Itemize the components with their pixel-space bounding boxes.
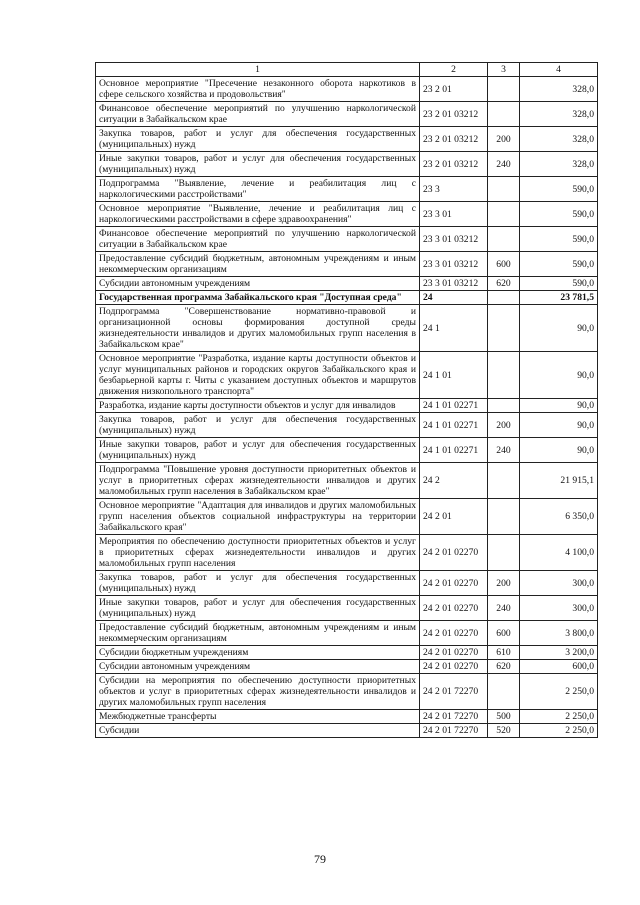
row-amount: 300,0: [520, 596, 598, 621]
row-type: [488, 102, 520, 127]
table-row: [96, 646, 598, 660]
row-code: 23 2 01: [420, 77, 488, 102]
row-type: 600: [488, 252, 520, 277]
row-type: 620: [488, 277, 520, 291]
row-amount: 23 781,5: [520, 291, 598, 305]
row-code: 24 2 01 02270: [420, 646, 488, 660]
row-code: 23 3 01 03212: [420, 252, 488, 277]
row-type: 240: [488, 596, 520, 621]
row-amount: 90,0: [520, 352, 598, 399]
row-code: 23 3 01 03212: [420, 227, 488, 252]
row-name: Разработка, издание карты доступности объектов и услуг для инвалидов: [96, 399, 420, 413]
row-amount: 328,0: [520, 127, 598, 152]
row-amount: 90,0: [520, 399, 598, 413]
row-code: 24 2 01 02270: [420, 596, 488, 621]
row-type: [488, 535, 520, 571]
table-row: [96, 305, 598, 352]
row-name: Иные закупки товаров, работ и услуг для обеспечения государственных (муниципальных) нужд: [96, 438, 420, 463]
row-name: Основное мероприятие "Разработка, издание карты доступности объектов и услуг муниципальных районов и городских округов Забайкальского края и безбарьерной карты г. Читы с указанием доступных объектов и маршрутов движения низкопольного транспорта": [96, 352, 420, 399]
table-row: [96, 596, 598, 621]
table-row: [96, 621, 598, 646]
row-name: Основное мероприятие "Пресечение незаконного оборота наркотиков в сфере сельского хозяйства и продовольствия": [96, 77, 420, 102]
row-type: [488, 77, 520, 102]
row-amount: 21 915,1: [520, 463, 598, 499]
table-row: [96, 177, 598, 202]
row-amount: 3 200,0: [520, 646, 598, 660]
row-name: Иные закупки товаров, работ и услуг для обеспечения государственных (муниципальных) нужд: [96, 152, 420, 177]
table-row: [96, 724, 598, 738]
row-amount: 328,0: [520, 102, 598, 127]
row-code: 24 2 01 72270: [420, 674, 488, 710]
row-code: 23 3 01 03212: [420, 277, 488, 291]
row-code: 24 2 01 02270: [420, 660, 488, 674]
row-code: 24 2 01 02270: [420, 535, 488, 571]
row-type: 240: [488, 152, 520, 177]
row-type: [488, 499, 520, 535]
row-type: [488, 202, 520, 227]
row-code: 24 1 01 02271: [420, 399, 488, 413]
table-row: [96, 710, 598, 724]
row-code: 24 2 01 02270: [420, 571, 488, 596]
table-row: [96, 127, 598, 152]
row-name: Основное мероприятие "Адаптация для инвалидов и других маломобильных групп населения объектов социальной инфраструктуры на территории Забайкальского края": [96, 499, 420, 535]
header-col-2: 2: [420, 63, 488, 77]
row-name: Закупка товаров, работ и услуг для обеспечения государственных (муниципальных) нужд: [96, 571, 420, 596]
row-code: 23 2 01 03212: [420, 152, 488, 177]
header-col-4: 4: [520, 63, 598, 77]
table-row: [96, 674, 598, 710]
row-name: Субсидии автономным учреждениям: [96, 660, 420, 674]
table-row: [96, 660, 598, 674]
header-col-3: 3: [488, 63, 520, 77]
row-type: 200: [488, 127, 520, 152]
row-type: [488, 674, 520, 710]
budget-table-body: [96, 63, 598, 738]
row-code: 24 2 01 02270: [420, 621, 488, 646]
header-col-1: 1: [96, 63, 420, 77]
table-row: [96, 152, 598, 177]
table-row: [96, 499, 598, 535]
table-row: [96, 535, 598, 571]
row-amount: 328,0: [520, 77, 598, 102]
row-name: Иные закупки товаров, работ и услуг для обеспечения государственных (муниципальных) нужд: [96, 596, 420, 621]
row-name: Финансовое обеспечение мероприятий по улучшению наркологической ситуации в Забайкальском крае: [96, 102, 420, 127]
table-row: [96, 291, 598, 305]
row-amount: 590,0: [520, 177, 598, 202]
table-row: [96, 227, 598, 252]
table-row: [96, 399, 598, 413]
table-row: [96, 352, 598, 399]
row-name: Субсидии: [96, 724, 420, 738]
row-code: 24 1 01 02271: [420, 438, 488, 463]
row-amount: 2 250,0: [520, 710, 598, 724]
row-amount: 2 250,0: [520, 724, 598, 738]
row-type: [488, 291, 520, 305]
table-row: [96, 102, 598, 127]
table-row: [96, 202, 598, 227]
row-amount: 90,0: [520, 413, 598, 438]
row-code: 23 2 01 03212: [420, 102, 488, 127]
row-name: Подпрограмма "Выявление, лечение и реабилитация лиц с наркологическими расстройствами": [96, 177, 420, 202]
table-row: [96, 438, 598, 463]
row-type: 520: [488, 724, 520, 738]
table-row: [96, 571, 598, 596]
row-amount: 590,0: [520, 252, 598, 277]
row-type: [488, 463, 520, 499]
row-type: [488, 305, 520, 352]
row-type: [488, 177, 520, 202]
page-number: 79: [314, 852, 326, 866]
row-amount: 2 250,0: [520, 674, 598, 710]
row-code: 23 2 01 03212: [420, 127, 488, 152]
row-type: 500: [488, 710, 520, 724]
table-row: [96, 277, 598, 291]
row-amount: 328,0: [520, 152, 598, 177]
row-amount: 590,0: [520, 227, 598, 252]
row-amount: 590,0: [520, 202, 598, 227]
table-row: [96, 252, 598, 277]
budget-table: [95, 62, 598, 738]
row-name: Предоставление субсидий бюджетным, автономным учреждениям и иным некоммерческим организациям: [96, 252, 420, 277]
row-type: 620: [488, 660, 520, 674]
row-code: 24 2 01 72270: [420, 710, 488, 724]
row-amount: 90,0: [520, 438, 598, 463]
row-name: Субсидии автономным учреждениям: [96, 277, 420, 291]
table-row: [96, 413, 598, 438]
row-code: 24 2 01: [420, 499, 488, 535]
row-type: 200: [488, 571, 520, 596]
row-name: Подпрограмма "Совершенствование нормативно-правовой и организационной основы формирования доступной среды жизнедеятельности инвалидов и других маломобильных групп населения в Забайкальском крае": [96, 305, 420, 352]
row-code: 24 1 01: [420, 352, 488, 399]
row-code: 24 1 01 02271: [420, 413, 488, 438]
row-type: [488, 352, 520, 399]
row-code: 24 2 01 72270: [420, 724, 488, 738]
row-amount: 300,0: [520, 571, 598, 596]
row-code: 24 1: [420, 305, 488, 352]
row-type: 200: [488, 413, 520, 438]
row-name: Финансовое обеспечение мероприятий по улучшению наркологической ситуации в Забайкальском крае: [96, 227, 420, 252]
row-name: Государственная программа Забайкальского края "Доступная среда": [96, 291, 420, 305]
row-amount: 4 100,0: [520, 535, 598, 571]
row-name: Субсидии на мероприятия по обеспечению доступности приоритетных объектов и услуг в приоритетных сферах жизнедеятельности инвалидов и других маломобильных групп населения: [96, 674, 420, 710]
row-name: Закупка товаров, работ и услуг для обеспечения государственных (муниципальных) нужд: [96, 413, 420, 438]
row-type: [488, 399, 520, 413]
row-amount: 6 350,0: [520, 499, 598, 535]
row-code: 23 3: [420, 177, 488, 202]
row-code: 24: [420, 291, 488, 305]
row-amount: 90,0: [520, 305, 598, 352]
row-name: Закупка товаров, работ и услуг для обеспечения государственных (муниципальных) нужд: [96, 127, 420, 152]
row-name: Предоставление субсидий бюджетным, автономным учреждениям и иным некоммерческим организациям: [96, 621, 420, 646]
table-row: [96, 77, 598, 102]
row-name: Межбюджетные трансферты: [96, 710, 420, 724]
row-type: [488, 227, 520, 252]
row-amount: 600,0: [520, 660, 598, 674]
row-type: 600: [488, 621, 520, 646]
row-name: Подпрограмма "Повышение уровня доступности приоритетных объектов и услуг в приоритетных сферах жизнедеятельности инвалидов и других маломобильных групп населения в Забайкальском крае": [96, 463, 420, 499]
table-row: [96, 463, 598, 499]
row-name: Мероприятия по обеспечению доступности приоритетных объектов и услуг в приоритетных сферах жизнедеятельности инвалидов и других маломобильных групп населения: [96, 535, 420, 571]
row-amount: 590,0: [520, 277, 598, 291]
row-code: 24 2: [420, 463, 488, 499]
row-amount: 3 800,0: [520, 621, 598, 646]
row-name: Основное мероприятие "Выявление, лечение и реабилитация лиц с наркологическими расстройствами в сфере здравоохранения": [96, 202, 420, 227]
row-code: 23 3 01: [420, 202, 488, 227]
header-row: [96, 63, 598, 77]
row-name: Субсидии бюджетным учреждениям: [96, 646, 420, 660]
row-type: 610: [488, 646, 520, 660]
row-type: 240: [488, 438, 520, 463]
